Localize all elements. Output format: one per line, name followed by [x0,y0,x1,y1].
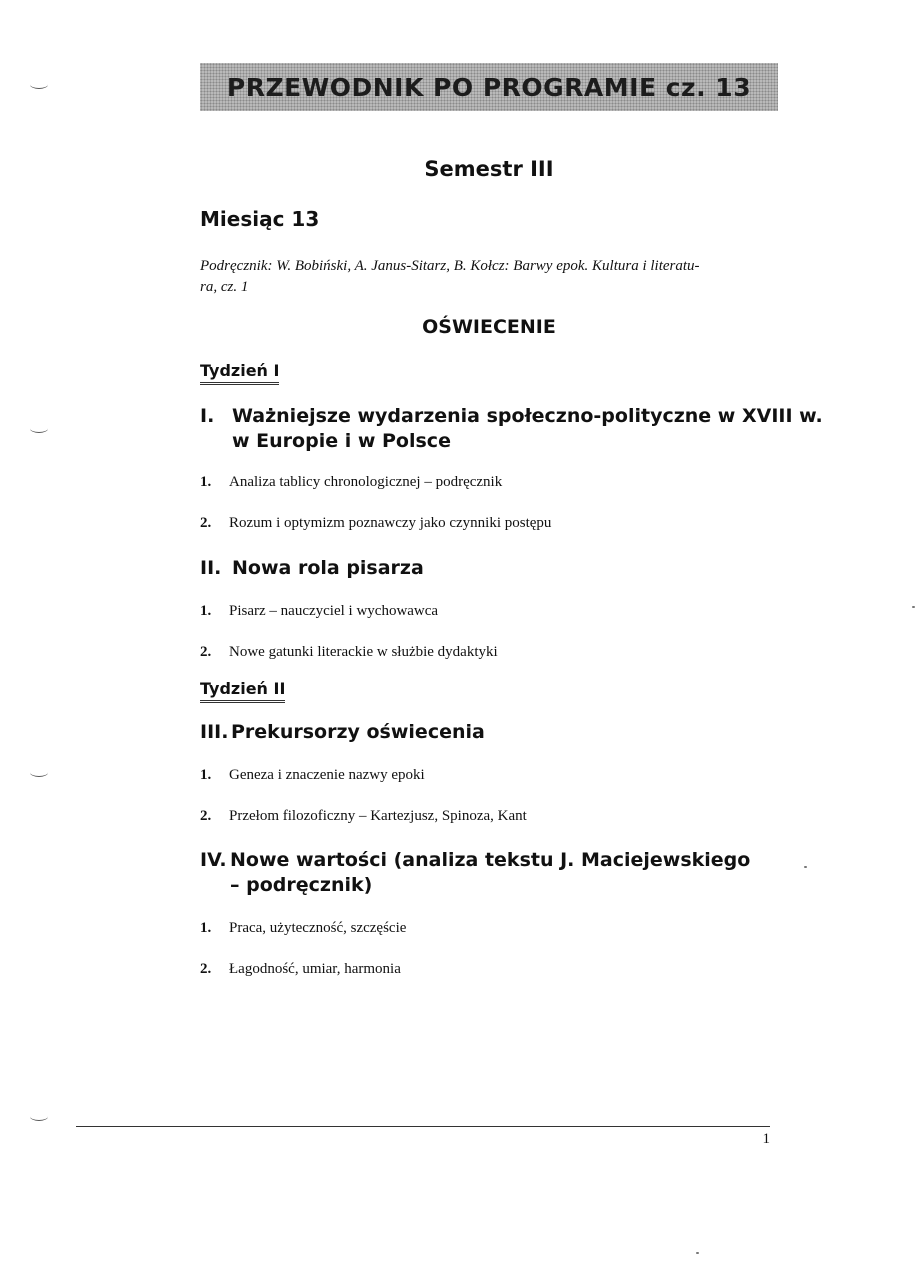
section-number: IV. [200,849,227,871]
banner-title: PRZEWODNIK PO PROGRAMIE cz. 13 [226,72,752,102]
footer-divider [76,1126,770,1127]
list-item [200,474,502,491]
header-banner [200,63,778,111]
item-number: 2. [200,808,212,824]
item-text: Nowe gatunki literackie w służbie dydaktyki [229,644,498,660]
era-heading: OŚWIECENIE [422,316,556,338]
item-number: 2. [200,644,212,660]
item-text: Łagodność, umiar, harmonia [229,961,401,977]
item-text: Praca, użyteczność, szczęście [229,920,407,936]
punch-hole-mark [30,80,48,89]
week-heading: Tydzień II [200,679,285,703]
list-item [200,920,406,937]
section-title-line: Prekursorzy oświecenia [231,721,485,743]
punch-hole-mark [30,424,48,433]
item-text: Pisarz – nauczyciel i wychowawca [229,603,439,619]
scan-speck [696,1252,699,1254]
section-title-line: Nowa rola pisarza [232,557,424,579]
list-item [200,644,498,661]
semester-title: Semestr III [424,157,554,181]
item-text: Analiza tablicy chronologicznej – podręcznik [229,474,503,490]
section-title-line: – podręcznik) [230,874,373,896]
scan-speck [912,606,915,608]
section-title [232,404,823,454]
section-title [232,556,424,581]
section-title [230,848,750,898]
week-heading: Tydzień I [200,361,279,385]
textbook-line: ra, cz. 1 [200,279,249,295]
list-item [200,515,551,532]
section-heading [200,848,750,898]
section-heading [200,720,485,745]
item-number: 1. [200,603,212,619]
item-number: 2. [200,515,212,531]
section-title-line: Nowe wartości (analiza tekstu J. Maciejewskiego [230,849,751,871]
section-number: I. [200,405,215,427]
textbook-reference [200,256,790,298]
section-title-line: Ważniejsze wydarzenia społeczno-polityczne w XVIII w. [232,405,823,427]
section-heading [200,556,424,581]
page-number: 1 [762,1131,770,1147]
month-heading: Miesiąc 13 [200,207,320,231]
section-title-line: w Europie i w Polsce [232,430,451,452]
list-item [200,767,425,784]
item-number: 1. [200,920,212,936]
section-title [231,720,485,745]
list-item [200,603,438,620]
textbook-line: Podręcznik: W. Bobiński, A. Janus-Sitarz, B. Kołcz: Barwy epok. Kultura i literatu- [200,258,700,274]
punch-hole-mark [30,768,48,777]
scan-speck [804,866,807,868]
item-number: 1. [200,767,212,783]
section-number: II. [200,557,222,579]
item-number: 2. [200,961,212,977]
item-number: 1. [200,474,212,490]
punch-hole-mark [30,1112,48,1121]
item-text: Rozum i optymizm poznawczy jako czynniki postępu [229,515,552,531]
list-item [200,808,527,825]
item-text: Przełom filozoficzny – Kartezjusz, Spinoza, Kant [229,808,527,824]
list-item [200,961,401,978]
section-number: III. [200,721,229,743]
section-heading [200,404,823,454]
item-text: Geneza i znaczenie nazwy epoki [229,767,425,783]
